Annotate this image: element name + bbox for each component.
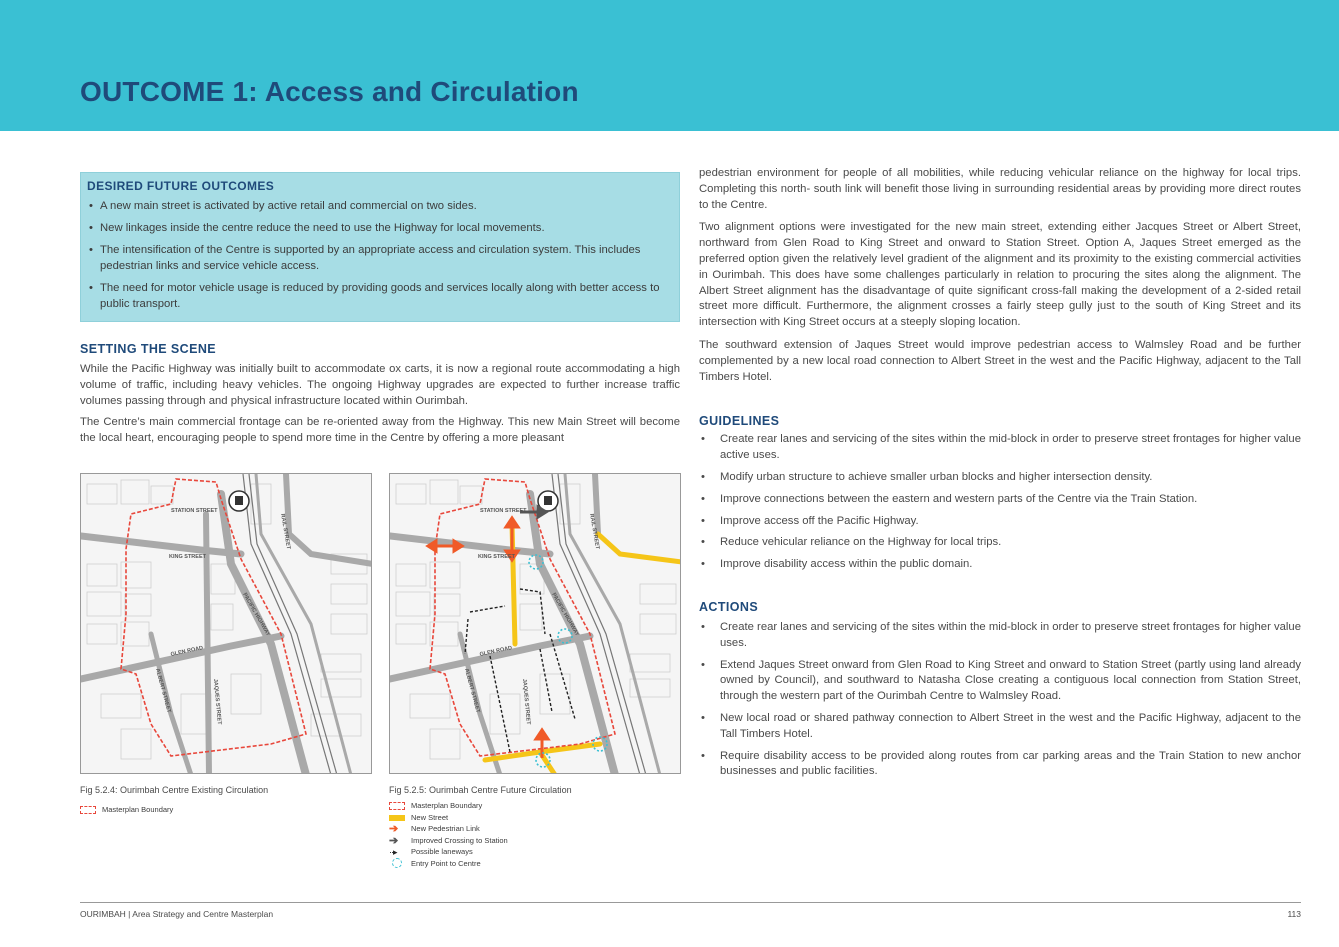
new-street-symbol bbox=[389, 815, 405, 821]
desired-outcomes-heading: DESIRED FUTURE OUTCOMES bbox=[87, 179, 275, 193]
street-label: GLEN ROAD bbox=[479, 645, 513, 658]
guidelines-list bbox=[699, 432, 1301, 573]
legend-item bbox=[389, 813, 448, 822]
street-label: STATION STREET bbox=[480, 508, 527, 514]
arrow-icon: ➔ bbox=[389, 822, 399, 835]
list-item: • Create rear lanes and servicing of the sites within the mid-block in order to preserve street frontages for higher value active uses. bbox=[699, 432, 1301, 464]
list-item: • The need for motor vehicle usage is reduced by providing goods and services locally along with better access to public transport. bbox=[87, 280, 671, 312]
actions-heading: ACTIONS bbox=[699, 599, 759, 614]
paragraph: Two alignment options were investigated for the new main street, extending either Jacques Street or Albert Street, northward from Glen Road to King Street and onward to Station Street. Option A, Jaques Street emerged as the preferred option given the relatively level gradient of the alignment and its proximity to the existing commercial activities in Ourimbah. This does have some challenges particularly in relation to procuring the sites along the alignment. The Albert Street alignment has the disadvantage of quite significant cross-fall making the development of a 2-sided retail street more difficult. Furthermore, the alignment crosses a fairly steep gully just to the south of King Street and its intersection with King Street occurs at a steeply sloping location. bbox=[699, 221, 1301, 329]
existing-map-caption: Fig 5.2.4: Ourimbah Centre Existing Circulation bbox=[80, 785, 269, 795]
street-label: STATION STREET bbox=[171, 508, 218, 514]
street-label: RAIL STREET bbox=[588, 513, 601, 550]
entry-point-icon bbox=[392, 858, 402, 868]
left-column bbox=[80, 172, 680, 447]
list-item: • New local road or shared pathway connection to Albert Street in the west and the Pacific Highway, adjacent to the Tall Timbers Hotel. bbox=[699, 711, 1301, 743]
dashed-arrow-icon: ··▸ bbox=[389, 846, 397, 857]
desired-outcomes-list bbox=[87, 198, 671, 312]
paragraph: The southward extension of Jaques Street would improve pedestrian access to Walmsley Road and be further complemented by a new local road connection to Albert Street in the west and the Pacific Highway, adjacent to the Tall Timbers Hotel. bbox=[699, 338, 1301, 383]
actions-list bbox=[699, 620, 1301, 780]
header-banner bbox=[0, 0, 1339, 131]
street-label: JAQUES STREET bbox=[521, 678, 531, 725]
legend-item bbox=[389, 801, 482, 810]
street-label: RAIL STREET bbox=[279, 513, 292, 550]
setting-scene-heading: SETTING THE SCENE bbox=[80, 342, 216, 356]
list-item: • Require disability access to be provided along routes from car parking areas and the Train Station to new anchor businesses and public facilities. bbox=[699, 749, 1301, 781]
future-map-caption: Fig 5.2.5: Ourimbah Centre Future Circulation bbox=[389, 785, 572, 795]
list-item: • Improve access off the Pacific Highway. bbox=[699, 514, 1301, 530]
footer-title: OURIMBAH | Area Strategy and Centre Masterplan bbox=[80, 909, 274, 919]
list-item: • Modify urban structure to achieve smaller urban blocks and higher intersection density. bbox=[699, 470, 1301, 486]
future-circulation-map bbox=[389, 473, 681, 774]
street-label: ALBERT STREET bbox=[154, 667, 172, 714]
list-item: • New linkages inside the centre reduce the need to use the Highway for local movements. bbox=[87, 220, 671, 236]
list-item: • Improve disability access within the public domain. bbox=[699, 557, 1301, 573]
footer-divider bbox=[80, 902, 1301, 903]
list-item: • Create rear lanes and servicing of the sites within the mid-block in order to preserve street frontages for higher value uses. bbox=[699, 620, 1301, 652]
boundary-symbol bbox=[80, 806, 96, 814]
list-item: • Reduce vehicular reliance on the Highway for local trips. bbox=[699, 535, 1301, 551]
street-label: KING STREET bbox=[478, 554, 515, 560]
desired-outcomes-box bbox=[80, 172, 680, 322]
street-label: JAQUES STREET bbox=[212, 678, 222, 725]
legend-label: Possible laneways bbox=[411, 847, 473, 856]
paragraph: While the Pacific Highway was initially built to accommodate ox carts, it is now a regional route accommodating a high volume of traffic, including heavy vehicles. The ongoing Highway upgrades are expected to further increase traffic volumes passing through and physical infrastructure located within Ourimbah. bbox=[80, 363, 680, 407]
street-label: ALBERT STREET bbox=[463, 667, 481, 714]
legend-item bbox=[389, 847, 473, 856]
legend-label: New Street bbox=[411, 813, 449, 822]
boundary-symbol bbox=[389, 802, 405, 810]
guidelines-heading: GUIDELINES bbox=[699, 414, 780, 429]
legend-item bbox=[389, 858, 481, 868]
street-label: PACIFIC HIGHWAY bbox=[550, 592, 580, 638]
list-item: • The intensification of the Centre is supported by an appropriate access and circulation system. This includes pedestrian links and service vehicle access. bbox=[87, 242, 671, 274]
street-label: KING STREET bbox=[169, 554, 206, 560]
legend-item bbox=[389, 824, 480, 833]
legend-label: Masterplan Boundary bbox=[411, 801, 483, 810]
paragraph: The Centre’s main commercial frontage can be re-oriented away from the Highway. This new Main Street will become the local heart, encouraging people to spend more time in the Centre by offering a more pleasant bbox=[80, 416, 680, 445]
legend-item bbox=[389, 836, 508, 845]
page-title: OUTCOME 1: Access and Circulation bbox=[80, 76, 579, 107]
arrow-icon: ➔ bbox=[389, 834, 399, 847]
legend-item bbox=[80, 805, 173, 814]
right-column bbox=[699, 166, 1301, 786]
list-item: • A new main street is activated by active retail and commercial on two sides. bbox=[87, 198, 671, 214]
legend-label: Masterplan Boundary bbox=[102, 805, 174, 814]
paragraph: pedestrian environment for people of all mobilities, while reducing vehicular reliance on the highway for local trips. Completing this north- south link will benefit those living in surrounding residential areas by providing more direct routes to the Centre. bbox=[699, 167, 1301, 211]
legend-label: Improved Crossing to Station bbox=[411, 836, 508, 845]
legend-label: New Pedestrian Link bbox=[411, 824, 480, 833]
page-number: 113 bbox=[1287, 909, 1301, 919]
street-label: PACIFIC HIGHWAY bbox=[241, 592, 271, 638]
existing-circulation-map bbox=[80, 473, 372, 774]
list-item: • Improve connections between the eastern and western parts of the Centre via the Train Station. bbox=[699, 492, 1301, 508]
street-label: GLEN ROAD bbox=[170, 645, 204, 658]
legend-label: Entry Point to Centre bbox=[411, 858, 481, 868]
list-item: • Extend Jaques Street onward from Glen Road to King Street and onward to Station Street (partly using land already owned by Council), and southward to Natasha Close creating a contiguous local connection from Station Street, through the western part of the Ourimbah Centre to Walmsley Road. bbox=[699, 658, 1301, 705]
